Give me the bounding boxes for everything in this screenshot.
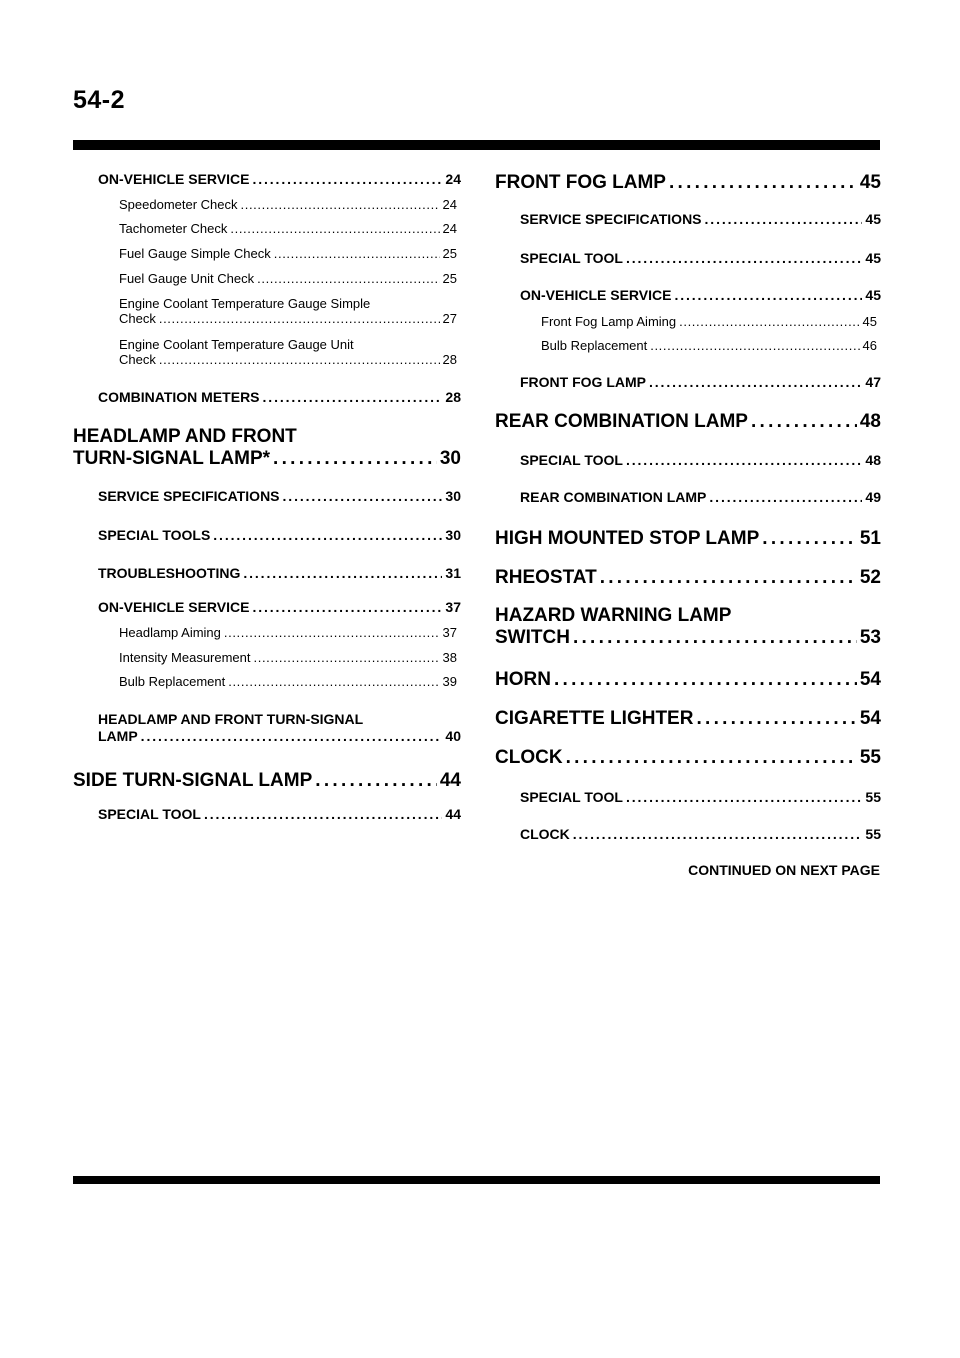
toc-entry-page: 55	[865, 826, 881, 842]
toc-entry-title: Bulb Replacement	[541, 338, 648, 353]
toc-entry-page: 24	[442, 221, 457, 236]
toc-entry-title: RHEOSTAT	[495, 567, 597, 588]
dot-leader	[679, 314, 859, 329]
toc-entry[interactable]	[73, 711, 461, 745]
toc-entry-page: 49	[865, 489, 881, 505]
toc-entry-page: 44	[439, 770, 461, 791]
dot-leader	[626, 250, 862, 267]
dot-leader	[230, 221, 439, 236]
toc-entry[interactable]	[495, 669, 881, 691]
toc-entry-page: 25	[442, 271, 457, 286]
toc-entry-title: Check	[119, 311, 156, 326]
toc-entry-page: 30	[439, 448, 461, 469]
toc-entry-page: 48	[865, 452, 881, 468]
top-rule	[73, 140, 880, 150]
toc-entry[interactable]	[73, 197, 461, 212]
toc-entry-title: Check	[119, 352, 156, 367]
dot-leader	[573, 826, 863, 843]
toc-entry[interactable]	[73, 599, 461, 616]
toc-entry[interactable]	[495, 452, 881, 469]
toc-entry-page: 45	[865, 287, 881, 303]
toc-entry-title-line: Engine Coolant Temperature Gauge Unit	[119, 337, 354, 352]
toc-entry-title: HIGH MOUNTED STOP LAMP	[495, 528, 760, 549]
toc-entry[interactable]	[73, 488, 461, 505]
toc-entry-title: FRONT FOG LAMP	[495, 172, 666, 193]
toc-entry-title: SERVICE SPECIFICATIONS	[98, 488, 280, 504]
toc-entry[interactable]	[495, 567, 881, 589]
toc-entry-title: SERVICE SPECIFICATIONS	[520, 211, 702, 227]
toc-entry-page: 47	[865, 374, 881, 390]
dot-leader	[554, 669, 857, 691]
toc-entry-page: 38	[442, 650, 457, 665]
toc-entry-title: SIDE TURN-SIGNAL LAMP	[73, 770, 313, 791]
toc-entry-page: 27	[442, 311, 457, 326]
toc-entry-title: CIGARETTE LIGHTER	[495, 708, 694, 729]
dot-leader	[241, 197, 440, 212]
toc-entry-title: Tachometer Check	[119, 221, 228, 236]
toc-entry[interactable]	[495, 211, 881, 228]
dot-leader	[213, 527, 442, 544]
toc-entry-title-line: HAZARD WARNING LAMP	[495, 605, 732, 626]
toc-entry[interactable]	[495, 250, 881, 267]
dot-leader	[224, 625, 440, 640]
dot-leader	[649, 374, 862, 391]
toc-entry-title: Intensity Measurement	[119, 650, 251, 665]
toc-entry-title: LAMP	[98, 728, 138, 744]
continued-note: CONTINUED ON NEXT PAGE	[688, 862, 880, 878]
toc-entry-page: 24	[442, 197, 457, 212]
toc-entry[interactable]	[73, 565, 461, 582]
dot-leader	[141, 728, 443, 745]
toc-entry[interactable]	[73, 246, 461, 261]
toc-entry[interactable]	[73, 770, 461, 792]
dot-leader	[674, 287, 862, 304]
toc-entry-title: Front Fog Lamp Aiming	[541, 314, 677, 329]
toc-entry-title: COMBINATION METERS	[98, 389, 260, 405]
toc-entry-title: SPECIAL TOOL	[98, 806, 201, 822]
toc-entry-page: 45	[865, 250, 881, 266]
dot-leader	[228, 674, 439, 689]
toc-entry-page: 52	[859, 567, 881, 588]
toc-entry-title: TURN-SIGNAL LAMP*	[73, 448, 271, 469]
toc-entry-title: REAR COMBINATION LAMP	[520, 489, 707, 505]
toc-entry-page: 51	[859, 528, 881, 549]
toc-entry-title: SWITCH	[495, 627, 570, 648]
dot-leader	[751, 411, 857, 433]
toc-entry-title: ON-VEHICLE SERVICE	[520, 287, 672, 303]
toc-entry-page: 39	[442, 674, 457, 689]
toc-entry-title: FRONT FOG LAMP	[520, 374, 646, 390]
dot-leader	[254, 650, 440, 665]
toc-entry[interactable]	[73, 650, 461, 665]
toc-entry-title-line: HEADLAMP AND FRONT	[73, 426, 297, 447]
dot-leader	[243, 565, 442, 582]
dot-leader	[705, 211, 863, 228]
toc-entry-title: CLOCK	[495, 747, 563, 768]
toc-entry[interactable]	[73, 171, 461, 188]
dot-leader	[204, 806, 442, 823]
toc-entry[interactable]	[73, 674, 461, 689]
toc-entry-page: 28	[442, 352, 457, 367]
toc-entry[interactable]	[73, 389, 461, 406]
toc-entry-page: 53	[859, 627, 881, 648]
dot-leader	[650, 338, 859, 353]
toc-entry-page: 45	[865, 211, 881, 227]
toc-entry-title: REAR COMBINATION LAMP	[495, 411, 748, 432]
toc-entry-page: 55	[859, 747, 881, 768]
dot-leader	[669, 172, 857, 194]
toc-entry-page: 37	[442, 625, 457, 640]
toc-entry-title: Fuel Gauge Unit Check	[119, 271, 255, 286]
toc-entry[interactable]	[73, 625, 461, 640]
toc-entry[interactable]	[73, 337, 461, 367]
toc-entry-page: 54	[859, 669, 881, 690]
toc-entry-page: 31	[445, 565, 461, 581]
toc-entry-title-line: Engine Coolant Temperature Gauge Simple	[119, 296, 371, 311]
toc-entry[interactable]	[495, 338, 881, 353]
toc-entry-title-line: HEADLAMP AND FRONT TURN-SIGNAL	[98, 711, 364, 727]
toc-entry-page: 46	[862, 338, 877, 353]
page-number: 54-2	[73, 86, 126, 114]
toc-entry-page: 54	[859, 708, 881, 729]
toc-entry[interactable]	[73, 806, 461, 823]
dot-leader	[252, 171, 442, 188]
toc-entry-title: CLOCK	[520, 826, 570, 842]
toc-entry-title: Fuel Gauge Simple Check	[119, 246, 271, 261]
toc-entry-page: 44	[445, 806, 461, 822]
toc-entry[interactable]	[495, 605, 881, 649]
toc-entry[interactable]	[495, 747, 881, 769]
toc-entry[interactable]	[73, 296, 461, 326]
toc-entry-page: 30	[445, 488, 461, 504]
toc-entry[interactable]	[73, 221, 461, 236]
toc-entry[interactable]	[495, 411, 881, 433]
dot-leader	[274, 246, 440, 261]
toc-entry-page: 37	[445, 599, 461, 615]
toc-entry-page: 55	[865, 789, 881, 805]
toc-entry-page: 45	[862, 314, 877, 329]
toc-entry-title: HORN	[495, 669, 551, 690]
dot-leader	[709, 489, 862, 506]
dot-leader	[283, 488, 443, 505]
dot-leader	[626, 452, 862, 469]
toc-entry-page: 48	[859, 411, 881, 432]
bottom-rule	[73, 1176, 880, 1184]
toc-entry-page: 24	[445, 171, 461, 187]
dot-leader	[159, 311, 440, 326]
toc-entry[interactable]	[495, 374, 881, 391]
toc-entry-title: SPECIAL TOOL	[520, 250, 623, 266]
dot-leader	[762, 528, 857, 550]
toc-entry[interactable]	[495, 314, 881, 329]
toc-entry-title: SPECIAL TOOL	[520, 789, 623, 805]
toc-entry[interactable]	[495, 708, 881, 730]
toc-entry[interactable]	[495, 172, 881, 194]
dot-leader	[573, 627, 857, 649]
dot-leader	[696, 708, 856, 730]
toc-entry-page: 45	[859, 172, 881, 193]
toc-entry[interactable]	[73, 426, 461, 470]
toc-entry[interactable]	[73, 271, 461, 286]
toc-entry[interactable]	[495, 287, 881, 304]
toc-entry-title: Bulb Replacement	[119, 674, 226, 689]
dot-leader	[263, 389, 443, 406]
dot-leader	[600, 567, 857, 589]
toc-entry-title: ON-VEHICLE SERVICE	[98, 171, 250, 187]
toc-entry-page: 28	[445, 389, 461, 405]
dot-leader	[315, 770, 437, 792]
toc-entry[interactable]	[495, 489, 881, 506]
toc-entry-page: 40	[445, 728, 461, 744]
toc-entry-page: 25	[442, 246, 457, 261]
toc-entry-title: Headlamp Aiming	[119, 625, 221, 640]
toc-entry[interactable]	[495, 789, 881, 806]
toc-entry-title: Speedometer Check	[119, 197, 238, 212]
toc-entry-title: SPECIAL TOOL	[520, 452, 623, 468]
toc-entry-title: SPECIAL TOOLS	[98, 527, 211, 543]
dot-leader	[626, 789, 862, 806]
toc-entry-title: ON-VEHICLE SERVICE	[98, 599, 250, 615]
dot-leader	[566, 747, 857, 769]
dot-leader	[159, 352, 440, 367]
toc-entry-title: TROUBLESHOOTING	[98, 565, 241, 581]
dot-leader	[257, 271, 439, 286]
toc-entry[interactable]	[495, 528, 881, 550]
toc-entry[interactable]	[495, 826, 881, 843]
dot-leader	[252, 599, 442, 616]
toc-entry-page: 30	[445, 527, 461, 543]
dot-leader	[273, 448, 437, 470]
toc-entry[interactable]	[73, 527, 461, 544]
